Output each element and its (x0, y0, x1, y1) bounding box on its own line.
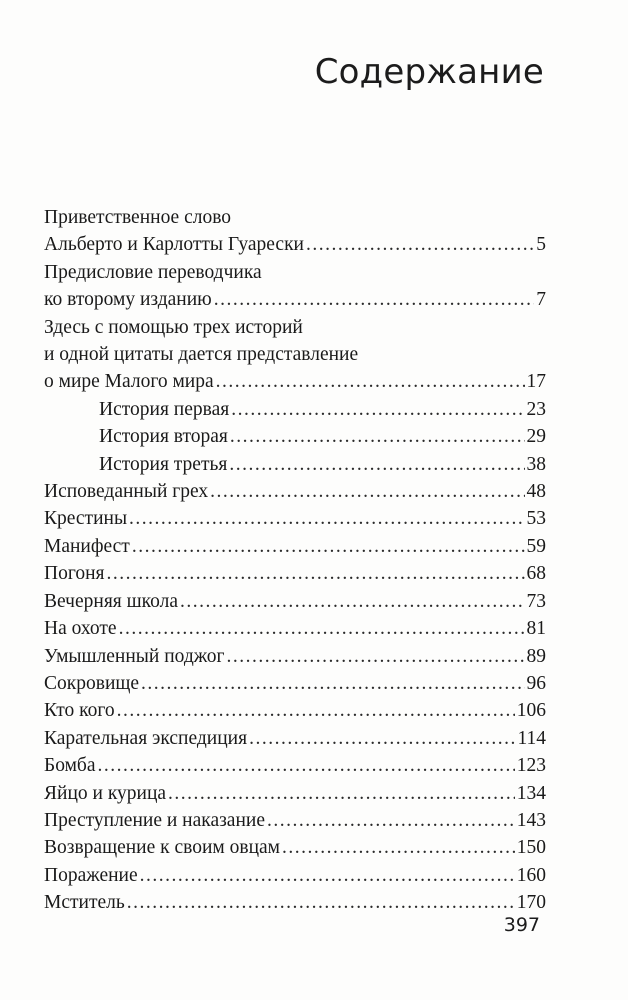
toc-entry (44, 314, 546, 396)
toc-entry-page-number: 17 (526, 371, 546, 393)
toc-entry (44, 807, 546, 834)
toc-entry-title-line: и одной цитаты дается представление (44, 344, 359, 366)
dot-leader (140, 862, 515, 889)
toc-entry-page-number: 23 (526, 398, 546, 420)
toc-entry-line (44, 670, 546, 697)
toc-entry-page-number: 38 (526, 453, 546, 475)
page-number: 397 (503, 914, 540, 936)
toc-entry (44, 560, 546, 587)
dot-leader (282, 834, 515, 861)
dot-leader (129, 505, 524, 532)
toc-entry (44, 259, 546, 314)
dot-leader (117, 697, 515, 724)
toc-entry-title-line: Предисловие переводчика (44, 261, 262, 283)
toc-entry-line (44, 834, 546, 861)
toc-entry-page-number: 68 (526, 563, 546, 585)
toc-entry-line (44, 368, 546, 395)
dot-leader (229, 451, 524, 478)
toc-entry-page-number: 160 (516, 864, 546, 886)
dot-leader (141, 670, 524, 697)
toc-entry-page-number: 106 (516, 700, 546, 722)
toc-entry-title: Погоня (44, 563, 105, 585)
toc-entry (44, 752, 546, 779)
toc-entry-page-number: 150 (516, 837, 546, 859)
toc-entry (44, 889, 546, 916)
toc-entry-page-number: 59 (526, 535, 546, 557)
dot-leader (98, 752, 515, 779)
toc-entry-line (99, 396, 546, 423)
toc-entry (44, 423, 546, 450)
toc-entry-line (44, 643, 546, 670)
toc-entry-page-number: 170 (516, 892, 546, 914)
toc-entry-title: ко второму изданию (44, 289, 212, 311)
toc-entry-page-number: 96 (526, 672, 546, 694)
dot-leader (231, 396, 524, 423)
toc-entry-title: Мститель (44, 892, 125, 914)
toc-entry-title: История третья (99, 453, 228, 475)
dot-leader (267, 807, 515, 834)
toc-entry-line (44, 752, 546, 779)
toc-entry-title: Преступление и наказание (44, 809, 265, 831)
toc-entry-title: На охоте (44, 618, 117, 640)
toc-entry-title: Сокровище (44, 672, 140, 694)
toc-entry-page-number: 7 (536, 289, 546, 311)
dot-leader (210, 478, 524, 505)
toc-entry-page-number: 114 (517, 727, 546, 749)
toc-entry (44, 862, 546, 889)
toc-entry-line (44, 533, 546, 560)
toc-entry (44, 834, 546, 861)
toc-entry (44, 478, 546, 505)
dot-leader (107, 560, 525, 587)
toc-entry-title: Альберто и Карлотты Гуарески (44, 234, 304, 256)
toc-entry-line (44, 615, 546, 642)
dot-leader (132, 533, 525, 560)
dot-leader (216, 368, 525, 395)
toc-entry-page-number: 123 (516, 755, 546, 777)
dot-leader (249, 725, 515, 752)
toc-entry-title: История первая (99, 398, 230, 420)
toc-entry-title: Манифест (44, 535, 130, 557)
toc-entry (44, 451, 546, 478)
toc-entry-title: Умышленный поджог (44, 645, 225, 667)
toc-entry (44, 725, 546, 752)
toc-entry-line (44, 780, 546, 807)
toc-entry-title: Вечерняя школа (44, 590, 179, 612)
toc-entry (44, 533, 546, 560)
toc-entry-title-line: Здесь с помощью трех историй (44, 316, 303, 338)
toc-entry-page-number: 143 (516, 809, 546, 831)
toc-entry-page-number: 29 (526, 426, 546, 448)
toc-entry-line (44, 697, 546, 724)
toc-entry-title: о мире Малого мира (44, 371, 214, 393)
toc-entry (44, 780, 546, 807)
toc-entry-title: Карательная экспедиция (44, 727, 248, 749)
dot-leader (214, 286, 535, 313)
toc-entry-line (44, 725, 546, 752)
dot-leader (168, 780, 515, 807)
toc-entry-title: Возвращение к своим овцам (44, 837, 281, 859)
toc-entry-line (44, 889, 546, 916)
dot-leader (180, 588, 524, 615)
toc-entry-title-line: Приветственное слово (44, 207, 232, 228)
toc-entry-title: Крестины (44, 508, 128, 530)
toc-entry-page-number: 89 (526, 645, 546, 667)
toc-entry-line (99, 451, 546, 478)
toc-entry-line (99, 423, 546, 450)
dot-leader (227, 643, 525, 670)
toc-entry-title: Поражение (44, 864, 138, 886)
toc-entry-line (44, 862, 546, 889)
toc-entry-page-number: 5 (536, 234, 546, 256)
dot-leader (127, 889, 515, 916)
toc-entry-page-number: 81 (526, 618, 546, 640)
toc-entry (44, 643, 546, 670)
toc-entry-title: Бомба (44, 755, 96, 777)
toc-entry-line (44, 478, 546, 505)
toc-entry-title: Кто кого (44, 700, 115, 722)
toc-entry (44, 505, 546, 532)
toc-entry (44, 588, 546, 615)
toc-entry (44, 615, 546, 642)
toc-entry-page-number: 48 (526, 481, 546, 503)
toc-entry-page-number: 134 (516, 782, 546, 804)
toc-entry-line (44, 231, 546, 258)
toc-entry-line (44, 807, 546, 834)
toc-entry (44, 396, 546, 423)
toc-entry (44, 697, 546, 724)
toc-entry (44, 204, 546, 259)
dot-leader (119, 615, 525, 642)
dot-leader (306, 231, 534, 258)
toc-entry-line (44, 505, 546, 532)
toc-entry-line (44, 560, 546, 587)
toc-entry-line (44, 588, 546, 615)
toc-entry-title: Исповеданный грех (44, 481, 209, 503)
table-of-contents (44, 204, 546, 917)
toc-entry (44, 670, 546, 697)
page-title: Содержание (314, 52, 544, 92)
toc-entry-page-number: 73 (526, 590, 546, 612)
toc-entry-title: Яйцо и курица (44, 782, 167, 804)
toc-entry-page-number: 53 (526, 508, 546, 530)
dot-leader (230, 423, 525, 450)
toc-entry-title: История вторая (99, 426, 228, 448)
toc-entry-line (44, 286, 546, 313)
